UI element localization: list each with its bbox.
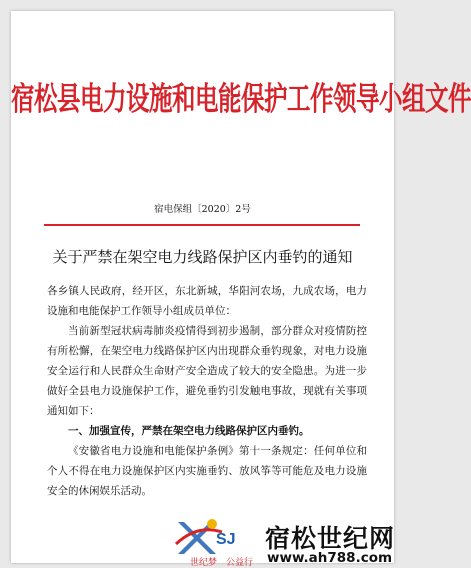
letterhead-title: 宿松县电力设施和电能保护工作领导小组文件 [11,79,471,118]
paragraph-intro: 当前新型冠状病毒肺炎疫情得到初步遏制，部分群众对疫情防控有所松懈，在架空电力线路保护区内出现群众垂钓现象，对电力设施安全运行和人民群众生命财产安全造成了较大的安全隐患。为进一步做好全县电力设施保护工作，避免垂钓引发触电事故，现就有关事项通知如下： [47,325,367,417]
logo-text: SJ [216,531,236,548]
section-heading-1: 一、加强宣传，严禁在架空电力线路保护区内垂钓。 [68,425,310,437]
addressee: 各乡镇人民政府，经开区，东北新城，华阳河农场，九成农场，电力设施和电能保护工作领导小组成员单位： [47,285,367,317]
document-number: 宿电保组〔2020〕2号 [154,204,251,215]
paragraph-regulation: 《安徽省电力设施和电能保护条例》第十一条规定：任何单位和个人不得在电力设施保护区内实施垂钓、放风筝等可能危及电力设施安全的休闲娱乐活动。 [47,445,367,497]
watermark-site-name: 宿松世纪网 [265,524,396,553]
document-body [47,281,367,501]
watermark-url: www.ah788.com [267,550,393,566]
watermark-slogan: 世纪梦 公益行 [190,558,254,568]
notice-title: 关于严禁在架空电力线路保护区内垂钓的通知 [52,248,353,266]
document-page [11,11,471,568]
red-divider-line [44,224,360,226]
